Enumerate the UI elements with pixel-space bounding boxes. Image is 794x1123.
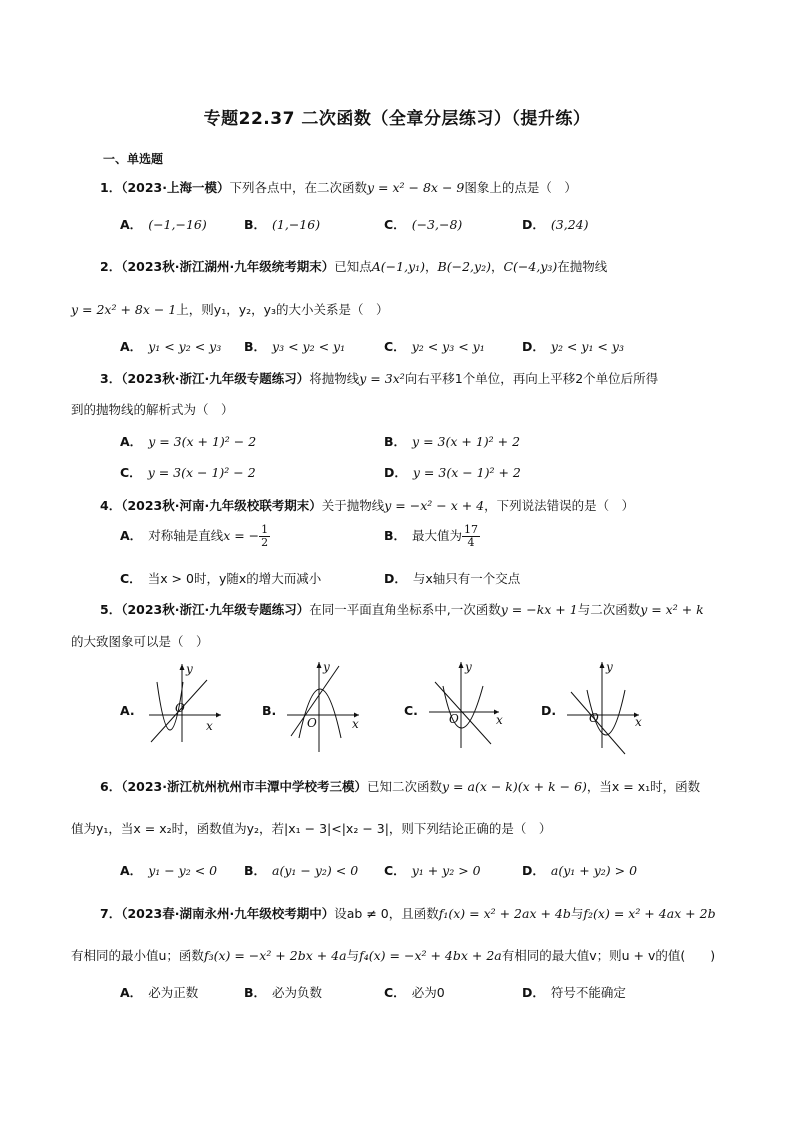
- q7-option-b[interactable]: B． 必为负数: [244, 985, 323, 1000]
- axis-x-label: x: [352, 717, 359, 731]
- formula: y = a(x − k)(x + k − 6): [442, 779, 587, 794]
- question-number: 2．: [100, 259, 122, 274]
- point-b: B(−2,y₂): [437, 259, 491, 274]
- graph-c[interactable]: [425, 660, 505, 740]
- question-5: [100, 600, 704, 618]
- question-source: （2023春·湖南永州·九年级校考期中）: [121, 906, 335, 921]
- question-text: 在同一平面直角坐标系中,一次函数: [309, 602, 501, 617]
- q2-option-b[interactable]: B． y₃ < y₂ < y₁: [244, 339, 346, 354]
- q7-option-a[interactable]: A． 必为正数: [120, 985, 199, 1000]
- q2-option-a[interactable]: A． y₁ < y₂ < y₃: [120, 339, 222, 354]
- formula: y = 3x²: [359, 371, 405, 386]
- point-a: A(−1,y₁): [371, 259, 426, 274]
- question-number: 3．: [100, 371, 122, 386]
- q7-option-c[interactable]: C． 必为0: [384, 985, 445, 1000]
- question-number: 4．: [100, 498, 122, 513]
- question-7-line2: [71, 946, 715, 964]
- separator: ，: [425, 259, 438, 274]
- axis-y-label: y: [606, 660, 613, 674]
- graph-d[interactable]: [563, 660, 643, 740]
- question-source: （2023秋·浙江湖州·九年级统考期末）: [121, 259, 335, 274]
- question-5-line2: 的大致图象可以是（ ）: [71, 634, 209, 649]
- question-number: 7．: [100, 906, 122, 921]
- question-text: ，当x = x₁时，函数: [586, 779, 701, 794]
- axis-y-label: y: [186, 662, 193, 676]
- formula: y = −kx + 1: [500, 602, 578, 617]
- question-2-line2: [71, 300, 389, 318]
- fraction: $\frac{17}{4}$: [464, 523, 479, 549]
- q5-option-d-label[interactable]: D.: [541, 703, 557, 718]
- q6-option-b[interactable]: B． a(y₁ − y₂) < 0: [244, 863, 359, 878]
- q4-option-b[interactable]: B． 最大值为 $\frac{17}{4}$: [384, 523, 479, 549]
- q3-option-a[interactable]: A． y = 3(x + 1)² − 2: [120, 434, 257, 449]
- separator: ，: [490, 259, 504, 274]
- axis-x-label: x: [496, 713, 503, 727]
- question-source: （2023秋·河南·九年级校联考期末）: [121, 498, 322, 513]
- question-text: 有相同的最小值u；函数: [71, 948, 204, 963]
- formula: f₄(x) = −x² + 4bx + 2a: [359, 948, 502, 963]
- fraction: $\frac{1}{2}$: [261, 523, 269, 549]
- question-source: （2023·上海一模）: [121, 180, 230, 195]
- formula: y = 2x² + 8x − 1: [71, 302, 177, 317]
- question-1: [100, 178, 577, 196]
- question-source: （2023·浙江杭州杭州市丰潭中学校考三模）: [121, 779, 367, 794]
- question-text: 已知二次函数: [367, 779, 443, 794]
- page-title: 专题22.37 二次函数（全章分层练习）（提升练）: [203, 109, 591, 129]
- question-source: （2023秋·浙江·九年级专题练习）: [121, 371, 310, 386]
- q3-option-c[interactable]: C． y = 3(x − 1)² − 2: [120, 465, 256, 480]
- q7-option-d[interactable]: D． 符号不能确定: [522, 985, 626, 1000]
- question-text: ，下列说法错误的是（ ）: [484, 498, 635, 513]
- q6-option-c[interactable]: C． y₁ + y₂ > 0: [384, 863, 481, 878]
- question-text: 有相同的最大值v；则u + v的值( ): [501, 948, 716, 963]
- question-text: 上，则y₁，y₂，y₃的大小关系是（ ）: [176, 302, 389, 317]
- question-text: 已知点: [334, 259, 372, 274]
- question-6: [100, 777, 700, 795]
- q3-option-b[interactable]: B． y = 3(x + 1)² + 2: [384, 434, 521, 449]
- question-text: 关于抛物线: [321, 498, 385, 513]
- formula: f₂(x) = x² + 4ax + 2b: [583, 906, 716, 921]
- question-tail: 在抛物线: [557, 259, 608, 274]
- question-text: 与二次函数: [577, 602, 641, 617]
- question-text: 与: [346, 948, 360, 963]
- q1-option-a[interactable]: A． (−1,−16): [120, 217, 207, 232]
- q5-option-a-label[interactable]: A.: [120, 703, 135, 718]
- question-3-line2: 到的抛物线的解析式为（ ）: [71, 402, 234, 417]
- question-text: 与: [570, 906, 584, 921]
- origin-label: O: [449, 712, 459, 726]
- question-7: [100, 904, 716, 922]
- origin-label: O: [307, 716, 317, 730]
- question-6-line2: 值为y₁，当x = x₂时，函数值为y₂，若|x₁ − 3|<|x₂ − 3|，则下列结论正确的是（ ）: [71, 821, 552, 836]
- graph-a[interactable]: [145, 660, 225, 740]
- question-text: 下列各点中，在二次函数: [229, 180, 368, 195]
- q1-option-b[interactable]: B． (1,−16): [244, 217, 321, 232]
- formula: y = x² − 8x − 9: [367, 180, 465, 195]
- q6-option-a[interactable]: A． y₁ − y₂ < 0: [120, 863, 218, 878]
- axis-x-label: x: [635, 715, 642, 729]
- graph-b[interactable]: [285, 660, 365, 740]
- q5-option-c-label[interactable]: C.: [404, 703, 418, 718]
- question-source: （2023秋·浙江·九年级专题练习）: [121, 602, 310, 617]
- q2-option-c[interactable]: C． y₂ < y₃ < y₁: [384, 339, 485, 354]
- q6-option-d[interactable]: D． a(y₁ + y₂) > 0: [522, 863, 638, 878]
- q4-option-a[interactable]: A． 对称轴是直线x = − $\frac{1}{2}$: [120, 523, 269, 549]
- question-number: 6．: [100, 779, 122, 794]
- question-2: [100, 257, 607, 275]
- axis-x-label: x: [206, 719, 213, 733]
- q5-option-b-label[interactable]: B.: [262, 703, 277, 718]
- question-text: 向右平移1个单位，再向上平移2个单位后所得: [404, 371, 659, 386]
- question-number: 1．: [100, 180, 122, 195]
- formula: f₁(x) = x² + 2ax + 4b: [438, 906, 571, 921]
- point-c: C(−4,y₃): [503, 259, 558, 274]
- formula: y = −x² − x + 4: [384, 498, 485, 513]
- q1-option-d[interactable]: D． (3,24): [522, 217, 589, 232]
- q4-option-c[interactable]: C． 当x > 0时，y随x的增大而减小: [120, 571, 322, 586]
- section-heading: 一、单选题: [103, 152, 164, 166]
- origin-label: O: [589, 711, 599, 725]
- formula: y = x² + k: [640, 602, 704, 617]
- q4-option-d[interactable]: D． 与x轴只有一个交点: [384, 571, 521, 586]
- axis-y-label: y: [465, 660, 472, 674]
- question-text: 将抛物线: [309, 371, 360, 386]
- origin-label: O: [175, 701, 185, 715]
- formula: f₃(x) = −x² + 2bx + 4a: [203, 948, 347, 963]
- question-text: 设ab ≠ 0，且函数: [334, 906, 439, 921]
- question-tail: 图象上的点是（ ）: [464, 180, 577, 195]
- question-3: [100, 369, 658, 387]
- question-number: 5．: [100, 602, 122, 617]
- axis-y-label: y: [323, 660, 330, 674]
- question-4: [100, 496, 634, 514]
- q2-option-d[interactable]: D． y₂ < y₁ < y₃: [522, 339, 624, 354]
- q3-option-d[interactable]: D． y = 3(x − 1)² + 2: [384, 465, 521, 480]
- q1-option-c[interactable]: C． (−3,−8): [384, 217, 463, 232]
